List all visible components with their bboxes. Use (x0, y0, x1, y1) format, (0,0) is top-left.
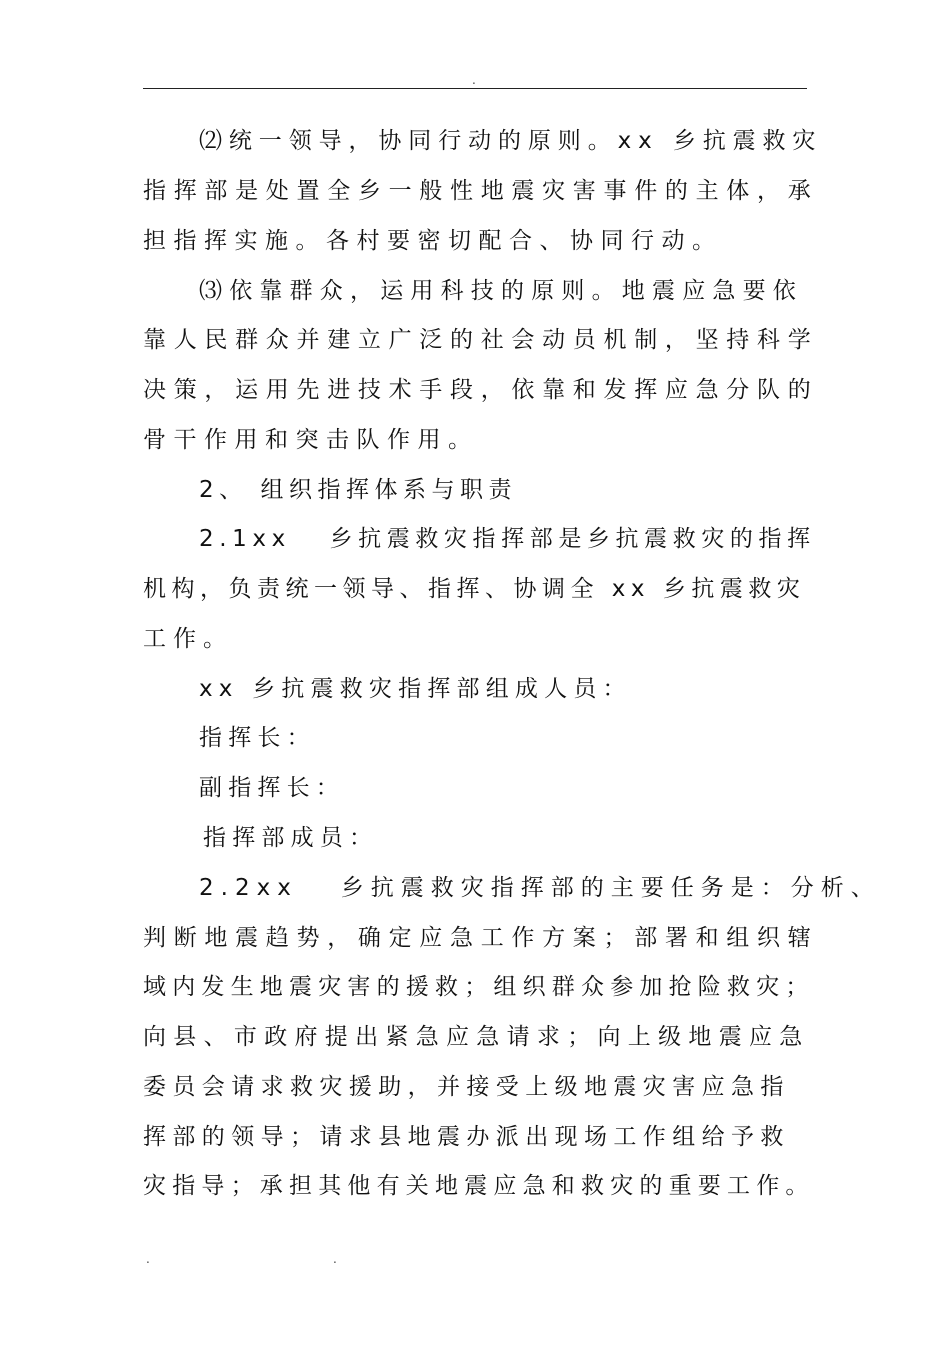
text-line: ⑵统一领导，协同行动的原则。xx 乡抗震救灾 (199, 128, 823, 154)
footer-mark-left: . (146, 1252, 150, 1266)
section-heading: 2、 组织指挥体系与职责 (199, 477, 517, 503)
text-line: 2.1xx 乡抗震救灾指挥部是乡抗震救灾的指挥 (199, 526, 816, 552)
text-line: 副指挥长： (199, 775, 345, 801)
text-line: 骨干作用和突击队作用。 (143, 427, 479, 453)
text-line: ⑶依靠群众，运用科技的原则。地震应急要依 (199, 278, 803, 304)
text-line: 域内发生地震灾害的援救；组织群众参加抢险救灾； (143, 974, 815, 1000)
text-line: 向县、市政府提出紧急应急请求；向上级地震应急 (143, 1024, 810, 1050)
text-line: 灾指导；承担其他有关地震应急和救灾的重要工作。 (143, 1173, 815, 1199)
text-line: xx 乡抗震救灾指挥部组成人员： (199, 676, 632, 702)
text-line: 指挥部是处置全乡一般性地震灾害事件的主体，承 (143, 178, 819, 204)
text-line: 靠人民群众并建立广泛的社会动员机制，坚持科学 (143, 327, 819, 353)
text-line: 挥部的领导；请求县地震办派出现场工作组给予救 (143, 1124, 790, 1150)
text-line: 决策，运用先进技术手段，依靠和发挥应急分队的 (143, 377, 819, 403)
text-line: 判断地震趋势，确定应急工作方案；部署和组织辖 (143, 925, 819, 951)
text-line: 指挥长： (199, 725, 316, 751)
footer-mark-right: . (333, 1252, 337, 1266)
text-line: 2.2xx 乡抗震救灾指挥部的主要任务是：分析、 (199, 875, 881, 901)
text-line: 担指挥实施。各村要密切配合、协同行动。 (143, 228, 723, 254)
header-mark: . (472, 73, 476, 87)
header-rule (143, 88, 807, 89)
text-line: 机构，负责统一领导、指挥、协调全 xx 乡抗震救灾 (143, 576, 806, 602)
text-line: 指挥部成员： (203, 825, 379, 851)
text-line: 委员会请求救灾援助，并接受上级地震灾害应急指 (143, 1074, 790, 1100)
text-line: 工作。 (143, 626, 233, 652)
